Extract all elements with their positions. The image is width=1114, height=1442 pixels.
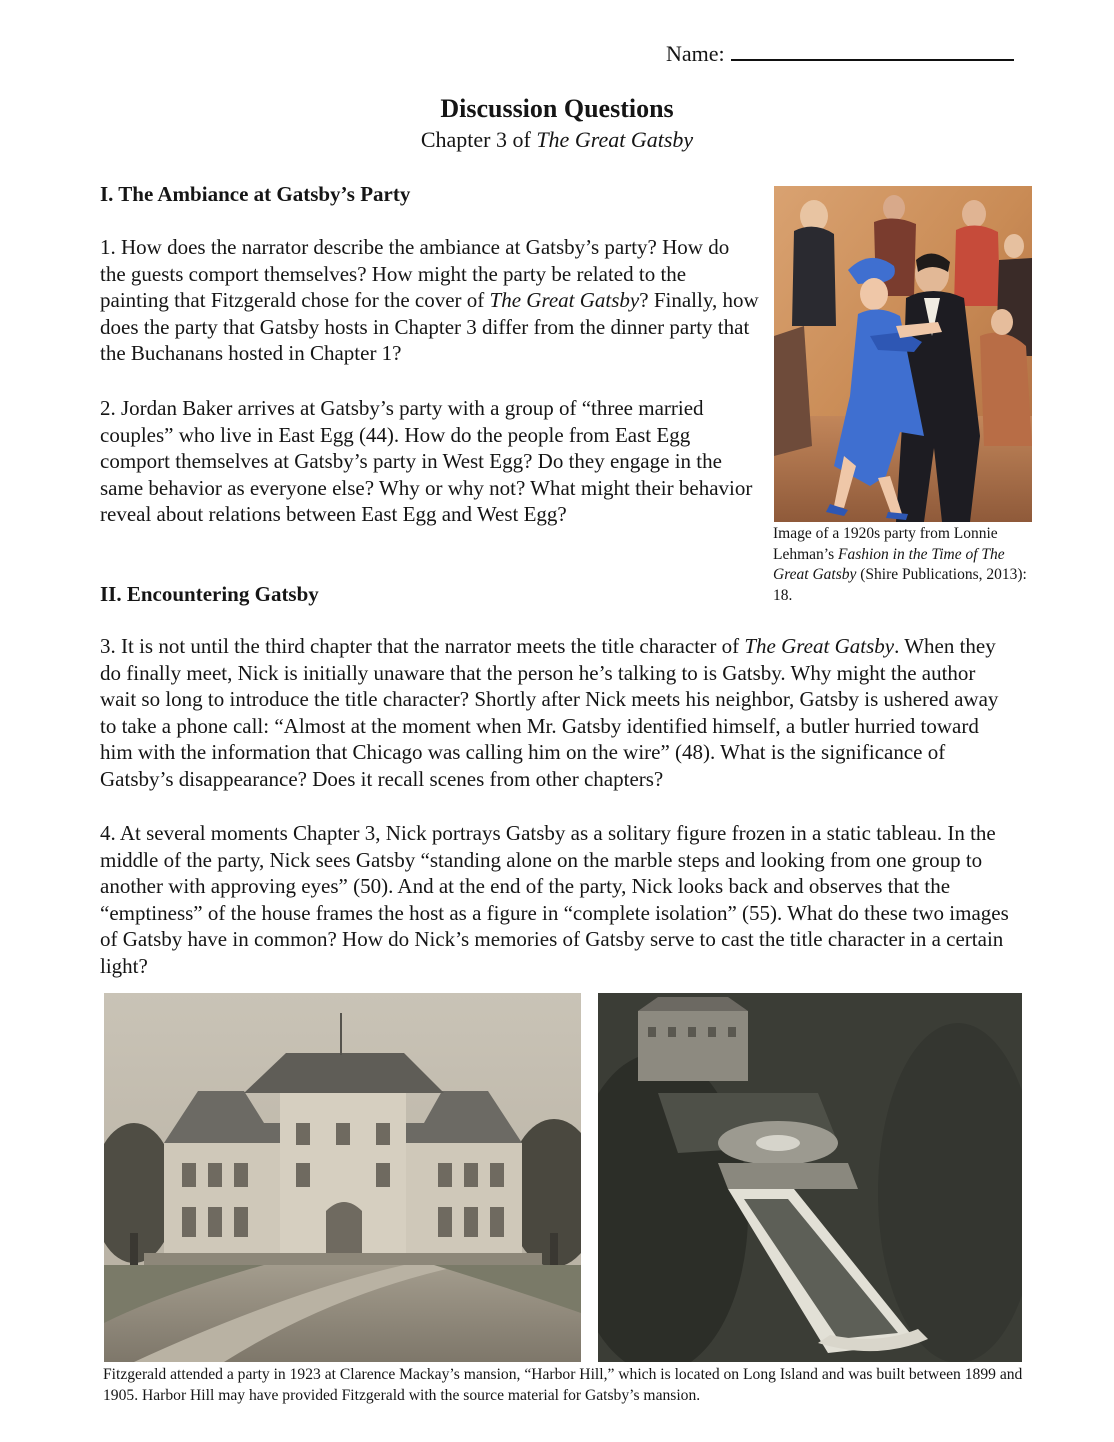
name-field xyxy=(666,41,1014,67)
party-caption-text-b: (Shire Publications, 2013): 18. xyxy=(773,566,1027,604)
question-1-book-title: The Great Gatsby xyxy=(489,288,640,313)
subtitle-book-title: The Great Gatsby xyxy=(536,127,694,152)
mansion-photos-caption: Fitzgerald attended a party in 1923 at Clarence Mackay’s mansion, “Harbor Hill,” which is located on Long Island and was built between 1899 and 1905. Harbor Hill may have provided Fitzgerald with the source material for Gatsby’s mansion. xyxy=(103,1366,1023,1404)
harbor-hill-mansion-photo xyxy=(104,993,581,1362)
question-3 xyxy=(100,633,1015,793)
question-3-book-title: The Great Gatsby xyxy=(744,634,895,658)
party-caption-text-a: Image of a 1920s party from Lonnie Lehman’s xyxy=(773,525,998,563)
harbor-hill-aerial-photo xyxy=(598,993,1022,1362)
question-1 xyxy=(100,234,760,367)
question-4: 4. At several moments Chapter 3, Nick portrays Gatsby as a solitary figure frozen in a static tableau. In the middle of the party, Nick sees Gatsby “standing alone on the marble steps and looking from one group to another with approving eyes” (50). And at the end of the party, Nick looks back and observes that the “emptiness” of the house frames the host as a figure in “complete isolation” (55). What do these two images of Gatsby have in common? How do Nick’s memories of Gatsby serve to cast the title character in a certain light? xyxy=(100,821,1009,978)
section-heading-encountering: II. Encountering Gatsby xyxy=(100,582,319,606)
question-1-text-b: ? Finally, how does the party that Gatsby hosts in Chapter 3 differ from the dinner party that the Buchanans hosted in Chapter 1? xyxy=(100,288,759,366)
page-subtitle xyxy=(0,127,1114,153)
name-label: Name: xyxy=(666,41,725,66)
party-painting-image xyxy=(774,186,1032,522)
party-caption-book-title: Fashion in the Time of The Great Gatsby xyxy=(773,545,1005,583)
question-3-text-a: 3. It is not until the third chapter that the narrator meets the title character of xyxy=(100,634,745,658)
question-1-text-a: 1. How does the narrator describe the ambiance at Gatsby’s party? How do the guests comport themselves? How might the party be related to the painting that Fitzgerald chose for the cover of xyxy=(100,235,730,313)
name-blank-line xyxy=(731,41,1014,61)
subtitle-prefix: Chapter 3 of xyxy=(420,127,537,152)
page-title: Discussion Questions xyxy=(440,94,674,123)
question-3-text-b: . When they do finally meet, Nick is initially unaware that the person he’s talking to is Gatsby. Why might the author wait so long to introduce the title character? Shortly after Nick meets his neighbor, Gatsby is ushered away to take a phone call: “Almost at the moment when Mr. Gatsby identified himself, a butler hurried toward him with the information that Chicago was calling him on the wire” (48). What is the significance of Gatsby’s disappearance? Does it recall scenes from other chapters? xyxy=(100,634,999,791)
section-heading-ambiance: I. The Ambiance at Gatsby’s Party xyxy=(100,182,411,206)
question-2: 2. Jordan Baker arrives at Gatsby’s party with a group of “three married couples” who live in East Egg (44). How do the people from East Egg comport themselves at Gatsby’s party in West Egg? Do they engage in the same behavior as everyone else? Why or why not? What might their behavior reveal about relations between East Egg and West Egg? xyxy=(100,396,753,527)
party-image-caption xyxy=(773,524,1035,606)
